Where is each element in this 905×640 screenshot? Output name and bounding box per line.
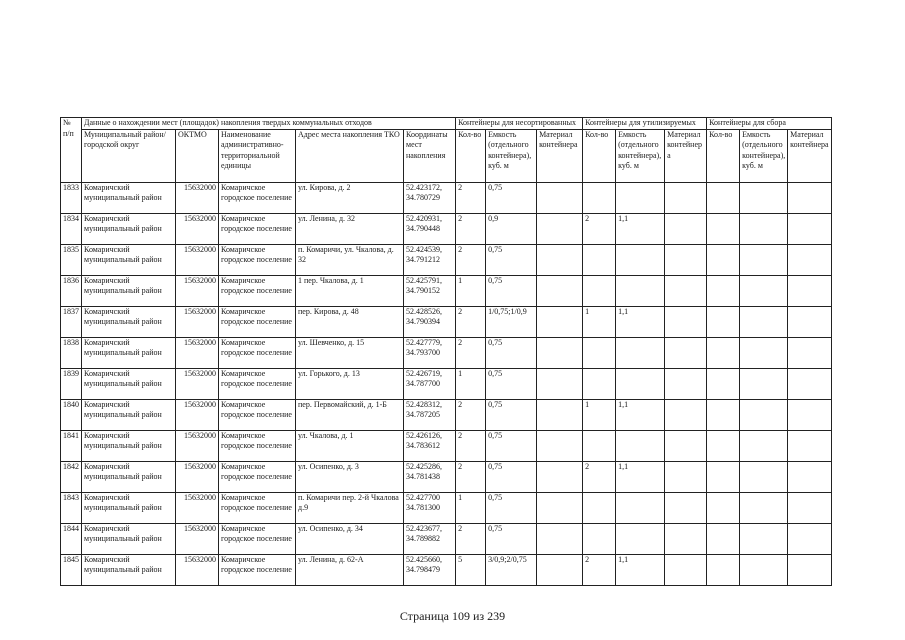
material-collect-cell: [788, 523, 832, 554]
coords-cell: 52.423677, 34.789882: [404, 523, 456, 554]
district-cell: Комаричский муниципальный район: [82, 275, 176, 306]
oktmo-cell: 15632000: [176, 337, 219, 368]
col-header-capacity-collect: Емкость (отдельного контейнера), куб. м: [740, 129, 788, 182]
capacity-recycled-cell: [616, 182, 665, 213]
col-header-count-collect: Кол-во: [707, 129, 740, 182]
address-cell: 1 пер. Чкалова, д. 1: [296, 275, 404, 306]
row-number: 1839: [61, 368, 82, 399]
capacity-unsorted-cell: 0,75: [486, 275, 537, 306]
material-unsorted-cell: [537, 430, 583, 461]
count-unsorted-cell: 1: [456, 275, 486, 306]
capacity-collect-cell: [740, 399, 788, 430]
oktmo-cell: 15632000: [176, 182, 219, 213]
oktmo-cell: 15632000: [176, 523, 219, 554]
col-header-capacity-recycled: Емкость (отдельного контейнера), куб. м: [616, 129, 665, 182]
address-cell: ул. Осипенко, д. 34: [296, 523, 404, 554]
capacity-unsorted-cell: 1/0,75;1/0,9: [486, 306, 537, 337]
count-unsorted-cell: 2: [456, 244, 486, 275]
address-cell: п. Комаричи, ул. Чкалова, д. 32: [296, 244, 404, 275]
district-cell: Комаричский муниципальный район: [82, 523, 176, 554]
capacity-recycled-cell: 1,1: [616, 461, 665, 492]
oktmo-cell: 15632000: [176, 368, 219, 399]
material-recycled-cell: [665, 492, 707, 523]
row-number: 1840: [61, 399, 82, 430]
table-row: [61, 244, 832, 275]
row-number: 1838: [61, 337, 82, 368]
capacity-collect-cell: [740, 275, 788, 306]
material-collect-cell: [788, 182, 832, 213]
count-unsorted-cell: 2: [456, 182, 486, 213]
material-collect-cell: [788, 337, 832, 368]
capacity-collect-cell: [740, 306, 788, 337]
material-unsorted-cell: [537, 182, 583, 213]
material-unsorted-cell: [537, 275, 583, 306]
district-cell: Комаричский муниципальный район: [82, 337, 176, 368]
capacity-unsorted-cell: 0,9: [486, 213, 537, 244]
row-number: 1835: [61, 244, 82, 275]
material-recycled-cell: [665, 399, 707, 430]
col-header-count-recycled: Кол-во: [583, 129, 616, 182]
count-recycled-cell: [583, 275, 616, 306]
coords-cell: 52.426719, 34.787700: [404, 368, 456, 399]
capacity-unsorted-cell: 0,75: [486, 244, 537, 275]
oktmo-cell: 15632000: [176, 213, 219, 244]
settlement-cell: Комаричское городское поселение: [219, 368, 296, 399]
material-recycled-cell: [665, 554, 707, 585]
count-recycled-cell: [583, 244, 616, 275]
oktmo-cell: 15632000: [176, 306, 219, 337]
oktmo-cell: 15632000: [176, 492, 219, 523]
material-recycled-cell: [665, 368, 707, 399]
count-recycled-cell: [583, 523, 616, 554]
capacity-unsorted-cell: 0,75: [486, 399, 537, 430]
material-collect-cell: [788, 492, 832, 523]
col-header-number-line1: №: [63, 118, 71, 127]
capacity-collect-cell: [740, 368, 788, 399]
settlement-cell: Комаричское городское поселение: [219, 554, 296, 585]
capacity-collect-cell: [740, 554, 788, 585]
capacity-collect-cell: [740, 337, 788, 368]
table-row: [61, 337, 832, 368]
row-number: 1834: [61, 213, 82, 244]
capacity-recycled-cell: [616, 244, 665, 275]
count-recycled-cell: [583, 430, 616, 461]
group-header-location: Данные о нахождении мест (площадок) накопления твердых коммунальных отходов: [82, 118, 456, 130]
count-recycled-cell: [583, 337, 616, 368]
capacity-recycled-cell: 1,1: [616, 554, 665, 585]
table-row: [61, 368, 832, 399]
material-unsorted-cell: [537, 399, 583, 430]
capacity-unsorted-cell: 0,75: [486, 461, 537, 492]
coords-cell: 52.424539, 34.791212: [404, 244, 456, 275]
settlement-cell: Комаричское городское поселение: [219, 461, 296, 492]
page-number: Страница 109 из 239: [399, 609, 506, 623]
material-recycled-cell: [665, 182, 707, 213]
material-unsorted-cell: [537, 461, 583, 492]
capacity-collect-cell: [740, 492, 788, 523]
row-number: 1842: [61, 461, 82, 492]
settlement-cell: Комаричское городское поселение: [219, 399, 296, 430]
count-collect-cell: [707, 430, 740, 461]
capacity-recycled-cell: [616, 368, 665, 399]
address-cell: ул. Чкалова, д. 1: [296, 430, 404, 461]
count-unsorted-cell: 5: [456, 554, 486, 585]
count-collect-cell: [707, 275, 740, 306]
material-unsorted-cell: [537, 244, 583, 275]
capacity-collect-cell: [740, 182, 788, 213]
oktmo-cell: 15632000: [176, 399, 219, 430]
settlement-cell: Комаричское городское поселение: [219, 430, 296, 461]
table-body: [61, 182, 832, 585]
row-number: 1844: [61, 523, 82, 554]
district-cell: Комаричский муниципальный район: [82, 306, 176, 337]
settlement-cell: Комаричское городское поселение: [219, 182, 296, 213]
material-recycled-cell: [665, 337, 707, 368]
table-row: [61, 492, 832, 523]
district-cell: Комаричский муниципальный район: [82, 244, 176, 275]
count-recycled-cell: [583, 182, 616, 213]
capacity-collect-cell: [740, 523, 788, 554]
capacity-unsorted-cell: 0,75: [486, 368, 537, 399]
settlement-cell: Комаричское городское поселение: [219, 492, 296, 523]
capacity-recycled-cell: [616, 275, 665, 306]
coords-cell: 52.425791, 34.790152: [404, 275, 456, 306]
material-collect-cell: [788, 368, 832, 399]
oktmo-cell: 15632000: [176, 275, 219, 306]
address-cell: ул. Кирова, д. 2: [296, 182, 404, 213]
row-number: 1837: [61, 306, 82, 337]
capacity-unsorted-cell: 0,75: [486, 430, 537, 461]
capacity-unsorted-cell: 0,75: [486, 523, 537, 554]
row-number: 1845: [61, 554, 82, 585]
capacity-collect-cell: [740, 213, 788, 244]
coords-cell: 52.425286, 34.781438: [404, 461, 456, 492]
district-cell: Комаричский муниципальный район: [82, 461, 176, 492]
count-collect-cell: [707, 337, 740, 368]
material-collect-cell: [788, 430, 832, 461]
col-header-material-unsorted: Материал контейнера: [537, 129, 583, 182]
material-unsorted-cell: [537, 213, 583, 244]
settlement-cell: Комаричское городское поселение: [219, 213, 296, 244]
waste-sites-table: [60, 117, 832, 586]
district-cell: Комаричский муниципальный район: [82, 554, 176, 585]
group-header-collect: Контейнеры для сбора: [707, 118, 832, 130]
material-recycled-cell: [665, 430, 707, 461]
material-recycled-cell: [665, 523, 707, 554]
col-header-count-unsorted: Кол-во: [456, 129, 486, 182]
col-header-number: [61, 118, 82, 183]
table-row: [61, 275, 832, 306]
col-header-material-collect: Материал контейнера: [788, 129, 832, 182]
address-cell: ул. Ленина, д. 32: [296, 213, 404, 244]
address-cell: п. Комаричи пер. 2-й Чкалова д.9: [296, 492, 404, 523]
district-cell: Комаричский муниципальный район: [82, 368, 176, 399]
count-collect-cell: [707, 399, 740, 430]
col-header-capacity-unsorted: Емкость (отдельного контейнера), куб. м: [486, 129, 537, 182]
material-recycled-cell: [665, 275, 707, 306]
capacity-collect-cell: [740, 430, 788, 461]
material-unsorted-cell: [537, 554, 583, 585]
address-cell: пер. Первомайский, д. 1-Б: [296, 399, 404, 430]
count-unsorted-cell: 2: [456, 337, 486, 368]
material-collect-cell: [788, 306, 832, 337]
count-recycled-cell: 2: [583, 554, 616, 585]
count-collect-cell: [707, 492, 740, 523]
district-cell: Комаричский муниципальный район: [82, 182, 176, 213]
count-recycled-cell: [583, 368, 616, 399]
table-header-row-columns: [61, 129, 832, 182]
count-unsorted-cell: 2: [456, 430, 486, 461]
capacity-unsorted-cell: 0,75: [486, 182, 537, 213]
capacity-recycled-cell: [616, 492, 665, 523]
capacity-collect-cell: [740, 461, 788, 492]
material-collect-cell: [788, 213, 832, 244]
col-header-oktmo: ОКТМО: [176, 129, 219, 182]
count-collect-cell: [707, 554, 740, 585]
count-unsorted-cell: 2: [456, 213, 486, 244]
count-collect-cell: [707, 213, 740, 244]
material-unsorted-cell: [537, 337, 583, 368]
capacity-recycled-cell: [616, 430, 665, 461]
address-cell: ул. Шевченко, д. 15: [296, 337, 404, 368]
district-cell: Комаричский муниципальный район: [82, 430, 176, 461]
table-header-row-groups: [61, 118, 832, 130]
count-collect-cell: [707, 461, 740, 492]
settlement-cell: Комаричское городское поселение: [219, 337, 296, 368]
table-row: [61, 306, 832, 337]
material-collect-cell: [788, 244, 832, 275]
material-collect-cell: [788, 275, 832, 306]
coords-cell: 52.427779, 34.793700: [404, 337, 456, 368]
count-recycled-cell: 2: [583, 461, 616, 492]
material-unsorted-cell: [537, 492, 583, 523]
table-row: [61, 523, 832, 554]
material-recycled-cell: [665, 244, 707, 275]
coords-cell: 52.426126, 34.783612: [404, 430, 456, 461]
capacity-collect-cell: [740, 244, 788, 275]
capacity-recycled-cell: 1,1: [616, 399, 665, 430]
count-collect-cell: [707, 368, 740, 399]
coords-cell: 52.428526, 34.790394: [404, 306, 456, 337]
row-number: 1843: [61, 492, 82, 523]
material-collect-cell: [788, 399, 832, 430]
table-row: [61, 213, 832, 244]
count-collect-cell: [707, 306, 740, 337]
settlement-cell: Комаричское городское поселение: [219, 523, 296, 554]
material-unsorted-cell: [537, 523, 583, 554]
material-unsorted-cell: [537, 368, 583, 399]
count-collect-cell: [707, 523, 740, 554]
coords-cell: 52.420931, 34.790448: [404, 213, 456, 244]
settlement-cell: Комаричское городское поселение: [219, 275, 296, 306]
count-unsorted-cell: 1: [456, 368, 486, 399]
capacity-recycled-cell: 1,1: [616, 213, 665, 244]
district-cell: Комаричский муниципальный район: [82, 213, 176, 244]
col-header-settlement: Наименование административно-территориальной единицы: [219, 129, 296, 182]
coords-cell: 52.425660, 34.798479: [404, 554, 456, 585]
col-header-coords: Координаты мест накопления: [404, 129, 456, 182]
coords-cell: 52.423172, 34.780729: [404, 182, 456, 213]
count-unsorted-cell: 2: [456, 461, 486, 492]
count-unsorted-cell: 1: [456, 492, 486, 523]
count-unsorted-cell: 2: [456, 306, 486, 337]
address-cell: ул. Осипенко, д. 3: [296, 461, 404, 492]
address-cell: пер. Кирова, д. 48: [296, 306, 404, 337]
material-collect-cell: [788, 461, 832, 492]
col-header-address: Адрес места накопления ТКО: [296, 129, 404, 182]
table-row: [61, 461, 832, 492]
group-header-unsorted: Контейнеры для несортированных: [456, 118, 583, 130]
table-row: [61, 399, 832, 430]
capacity-unsorted-cell: 0,75: [486, 337, 537, 368]
count-recycled-cell: 2: [583, 213, 616, 244]
capacity-unsorted-cell: 0,75: [486, 492, 537, 523]
table-row: [61, 554, 832, 585]
district-cell: Комаричский муниципальный район: [82, 492, 176, 523]
district-cell: Комаричский муниципальный район: [82, 399, 176, 430]
material-recycled-cell: [665, 213, 707, 244]
capacity-recycled-cell: 1,1: [616, 306, 665, 337]
oktmo-cell: 15632000: [176, 244, 219, 275]
col-header-material-recycled: Материал контейнер а: [665, 129, 707, 182]
row-number: 1841: [61, 430, 82, 461]
col-header-number-line2: п/п: [63, 128, 74, 138]
row-number: 1836: [61, 275, 82, 306]
count-unsorted-cell: 2: [456, 399, 486, 430]
address-cell: ул. Горького, д. 13: [296, 368, 404, 399]
capacity-unsorted-cell: 3/0,9;2/0,75: [486, 554, 537, 585]
count-unsorted-cell: 2: [456, 523, 486, 554]
oktmo-cell: 15632000: [176, 461, 219, 492]
material-unsorted-cell: [537, 306, 583, 337]
row-number: 1833: [61, 182, 82, 213]
settlement-cell: Комаричское городское поселение: [219, 306, 296, 337]
capacity-recycled-cell: [616, 337, 665, 368]
coords-cell: 52.427700 34.781300: [404, 492, 456, 523]
col-header-district: Муниципальный район/городской округ: [82, 129, 176, 182]
settlement-cell: Комаричское городское поселение: [219, 244, 296, 275]
count-recycled-cell: [583, 492, 616, 523]
table-row: [61, 182, 832, 213]
material-recycled-cell: [665, 461, 707, 492]
table-row: [61, 430, 832, 461]
count-recycled-cell: 1: [583, 306, 616, 337]
material-collect-cell: [788, 554, 832, 585]
group-header-recycled: Контейнеры для утилизируемых: [583, 118, 707, 130]
capacity-recycled-cell: [616, 523, 665, 554]
count-collect-cell: [707, 182, 740, 213]
count-recycled-cell: 1: [583, 399, 616, 430]
count-collect-cell: [707, 244, 740, 275]
address-cell: ул. Ленина, д. 62-А: [296, 554, 404, 585]
oktmo-cell: 15632000: [176, 430, 219, 461]
material-recycled-cell: [665, 306, 707, 337]
oktmo-cell: 15632000: [176, 554, 219, 585]
coords-cell: 52.428312, 34.787205: [404, 399, 456, 430]
